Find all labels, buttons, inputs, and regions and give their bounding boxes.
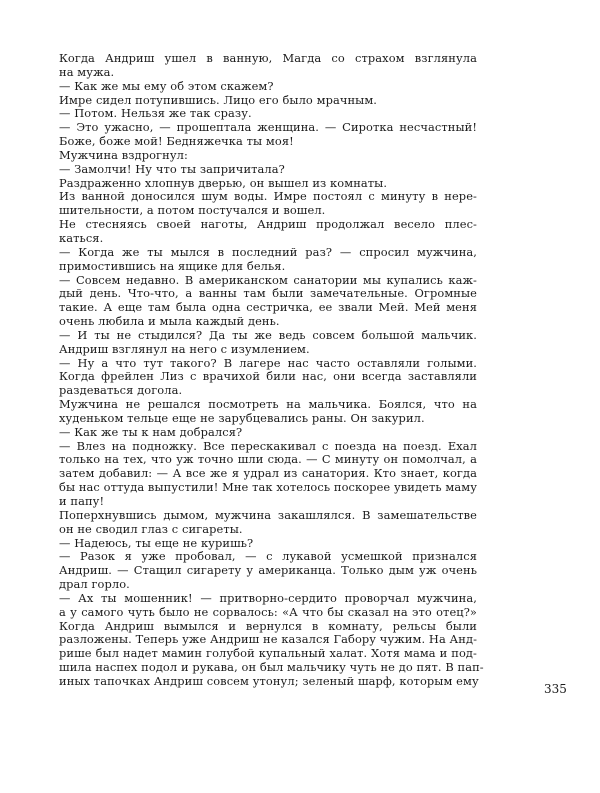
text-line: — Как же ты к нам добрался? (59, 424, 243, 439)
text-line: Андриш взглянул на него с изумлением. (59, 341, 310, 356)
text-line: раздеваться догола. (59, 383, 183, 398)
text-line: — Ну а что тут такого? В лагере нас часто оставляли голыми. (59, 355, 477, 370)
text-line: драл горло. (59, 577, 130, 592)
text-line: разложены. Теперь уже Андриш не казался Габору чужим. На Анд- (59, 632, 478, 647)
text-line: только на тех, что уж точно шли сюда. — С минуту он помолчал, а (59, 452, 477, 467)
text-line: шила наспех подол и рукава, он был мальчику чуть не до пят. В пап- (59, 660, 484, 675)
text-line: Боже, боже мой! Бедняжечка ты моя! (59, 134, 294, 149)
text-line: Имре сидел потупившись. Лицо его было мрачным. (59, 92, 378, 107)
text-line: Когда Андриш ушел в ванную, Магда со страхом взглянула (59, 51, 477, 65)
text-line: он не сводил глаз с сигареты. (59, 521, 243, 536)
text-line: рише был надет мамин голубой купальный халат. Хотя мама и под- (59, 646, 477, 661)
text-line: Мужчина не решался посмотреть на мальчика. Боялся, что на (59, 397, 477, 412)
text-line: — Надеюсь, ты еще не куришь? (59, 535, 254, 550)
text-line: — Это ужасно, — прошептала женщина. — Сиротка несчастный! (59, 120, 477, 135)
text-line: — Как же мы ему об этом скажем? (59, 78, 274, 93)
text-line: Мужчина вздрогнул: (59, 147, 188, 162)
text-line: очень любила и мыла каждый день. (59, 314, 280, 329)
text-line: и папу! (59, 494, 105, 508)
text-line: — Когда же ты мылся в последний раз? — спросил мужчина, (59, 244, 477, 259)
text-line: Раздраженно хлопнув дверью, он вышел из комнаты. (59, 175, 388, 190)
page-text (59, 51, 484, 689)
text-line: — Влез на подножку. Все перескакивал с поезда на поезд. Ехал (59, 438, 477, 453)
text-line: — Потом. Нельзя же так сразу. (59, 106, 252, 121)
text-line: — Ах ты мошенник! — притворно-сердито проворчал мужчина, (59, 590, 477, 605)
text-line: затем добавил: — А все же я удрал из санатория. Кто знает, когда (59, 466, 477, 481)
text-line: шительности, а потом постучался и вошел. (59, 203, 326, 218)
text-line: дый день. Что-что, а ванны там были замечательные. Огромные (59, 286, 477, 301)
text-line: на мужа. (59, 64, 115, 79)
page-number: 335 (544, 682, 567, 696)
text-line: такие. А еще там была одна сестричка, ее звали Мей. Мей меня (59, 300, 477, 315)
text-line: — Замолчи! Ну что ты запричитала? (59, 161, 285, 176)
text-line: — И ты не стыдился? Да ты же ведь совсем большой мальчик. (59, 327, 477, 342)
text-line: примостившись на ящике для белья. (59, 258, 286, 273)
text-line: — Разок я уже пробовал, — с лукавой усмешкой признался (59, 549, 477, 564)
text-line: каться. (59, 230, 104, 245)
text-line: Поперхнувшись дымом, мужчина закашлялся. В замешательстве (59, 507, 477, 522)
text-line: Андриш. — Стащил сигарету у американца. Только дым уж очень (59, 563, 477, 578)
text-line: Когда фрейлен Лиз с врачихой били нас, они всегда заставляли (59, 369, 477, 384)
text-line: Из ванной доносился шум воды. Имре постоял с минуту в нере- (59, 189, 477, 204)
text-line: худеньком тельце еще не зарубцевались раны. Он закурил. (59, 410, 425, 425)
text-line: бы нас оттуда выпустили! Мне так хотелось поскорее увидеть маму (59, 480, 477, 495)
text-line: а у самого чуть было не сорвалось: «А что бы сказал на это отец?» (59, 604, 477, 619)
text-line: — Совсем недавно. В американском санатории мы купались каж- (59, 272, 477, 287)
text-line: Когда Андриш вымылся и вернулся в комнату, рельсы были (59, 618, 477, 633)
text-line: Не стесняясь своей наготы, Андриш продолжал весело плес- (59, 217, 477, 232)
text-line: иных тапочках Андриш совсем утонул; зеленый шарф, которым ему (59, 673, 479, 688)
